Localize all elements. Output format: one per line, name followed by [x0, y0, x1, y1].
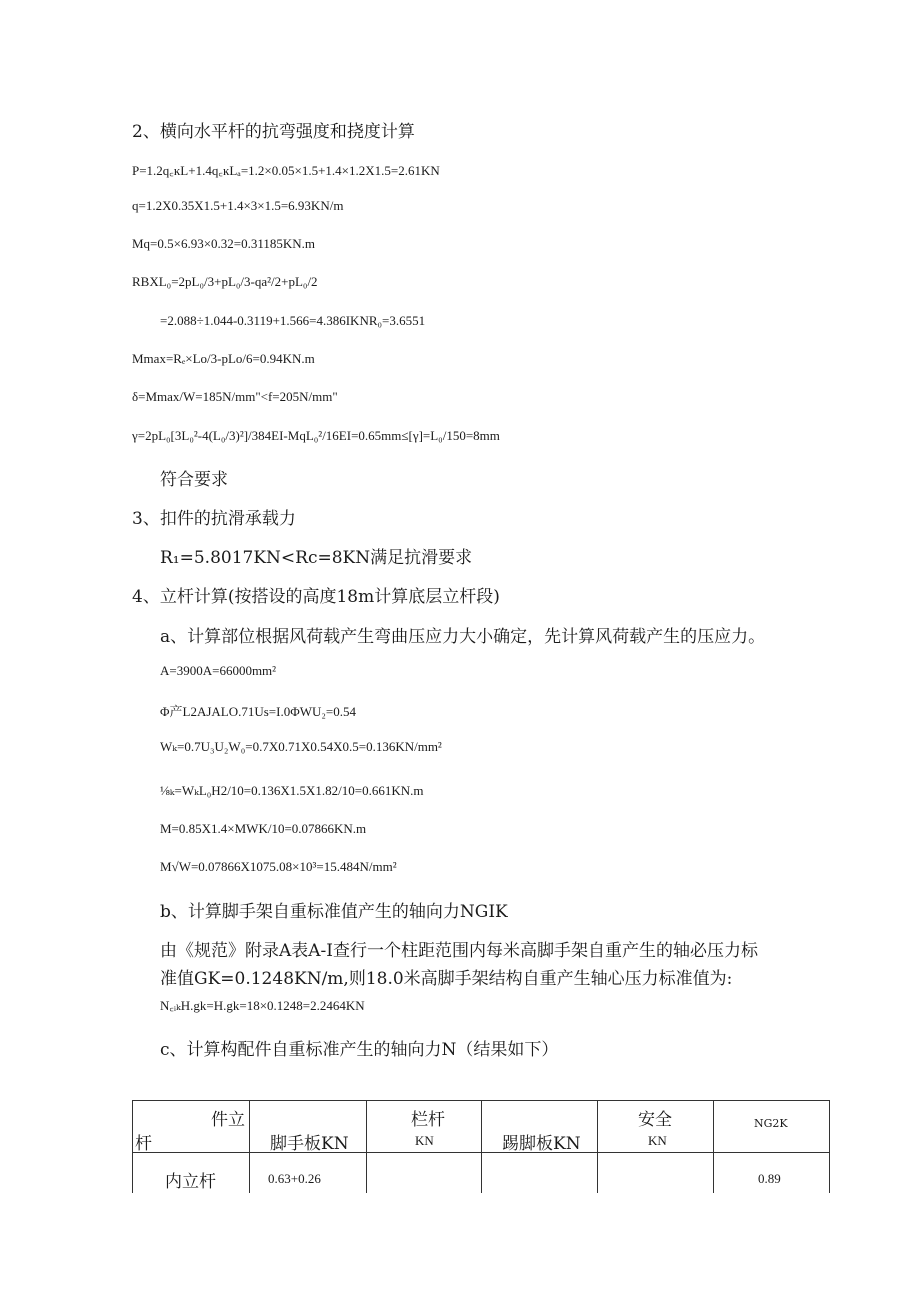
formula-line: N꜀ᵢₖH.gk=H.gk=18×0.1248=2.2464KN [160, 998, 365, 1013]
data-cell [598, 1153, 714, 1193]
paragraph-line: 由《规范》附录A表A-I查行一个柱距范围内每米高脚手架自重产生的轴必压力标 [160, 941, 759, 961]
section-2-heading: 2、横向水平杆的抗弯强度和挠度计算 [132, 122, 415, 142]
data-cell [367, 1153, 482, 1193]
formula-line: ⅛ₖ=WₖL₀H2/10=0.136X1.5X1.82/10=0.661KN.m [160, 783, 424, 798]
row-name-cell: 内立杆 [133, 1153, 250, 1193]
formula-line: Φ产L2AJALO.71Us=I.0ΦWU₂=0.54 [160, 704, 356, 719]
header-cell: NG2K [714, 1101, 830, 1153]
formula-line: R₁=5.8017KN<Rc=8KN满足抗滑要求 [160, 548, 473, 568]
table-header-row [133, 1101, 830, 1153]
table-row [133, 1153, 830, 1193]
header-cell: 件立 杆 [133, 1101, 250, 1153]
formula-line: M=0.85X1.4×MWK/10=0.07866KN.m [160, 821, 367, 836]
section-4-heading: 4、立杆计算(按搭设的高度18m计算底层立杆段) [132, 587, 500, 607]
formula-line: Wₖ=0.7U₃U₂W₀=0.7X0.71X0.54X0.5=0.136KN/mm² [160, 739, 442, 754]
data-cell: 0.63+0.26 [250, 1153, 367, 1193]
components-table [132, 1100, 830, 1193]
formula-line: δ=Mmax/W=185N/mm"<f=205N/mm" [132, 389, 338, 404]
formula-line: q=1.2X0.35X1.5+1.4×3×1.5=6.93KN/m [132, 198, 344, 213]
section-3-heading: 3、扣件的抗滑承载力 [132, 509, 296, 529]
formula-line: =2.088÷1.044-0.3119+1.566=4.386IKNR₀=3.6551 [160, 313, 426, 328]
data-cell [482, 1153, 598, 1193]
formula-line: M√W=0.07866X1075.08×10³=15.484N/mm² [160, 859, 397, 874]
data-cell: 0.89 [714, 1153, 830, 1193]
subsection-b-text: b、计算脚手架自重标准值产生的轴向力NGIK [160, 902, 508, 922]
formula-line: P=1.2q꜀ĸL+1.4q꜀ĸLₐ=1.2×0.05×1.5+1.4×1.2X1.5=2.61KN [132, 163, 440, 178]
paragraph-line: 准值GK=0.1248KN/m,则18.0米高脚手架结构自重产生轴心压力标准值为: [160, 969, 733, 989]
formula-line: A=3900A=66000mm² [160, 663, 277, 678]
subsection-a-text: a、计算部位根据风荷载产生弯曲压应力大小确定，先计算风荷载产生的压应力。 [160, 627, 766, 647]
header-cell: 栏杆 KN [367, 1101, 482, 1153]
subsection-c-text: c、计算构配件自重标准产生的轴向力N（结果如下） [160, 1040, 559, 1060]
conclusion-text: 符合要求 [160, 470, 228, 490]
formula-line: Mmax=Rₑ×Lo/3-pLo/6=0.94KN.m [132, 351, 315, 366]
formula-line: Mq=0.5×6.93×0.32=0.31185KN.m [132, 236, 316, 251]
header-cell: 脚手板KN [250, 1101, 367, 1153]
formula-line: γ=2pL₀[3L₀²-4(L₀/3)²]/384EI-MqL₀²/16EI=0.65mm≤[γ]=L₀/150=8mm [132, 428, 500, 443]
formula-line: RBXL₀=2pL₀/3+pL₀/3-qa²/2+pL₀/2 [132, 274, 318, 289]
header-cell: 踢脚板KN [482, 1101, 598, 1153]
header-cell: 安全 KN [598, 1101, 714, 1153]
